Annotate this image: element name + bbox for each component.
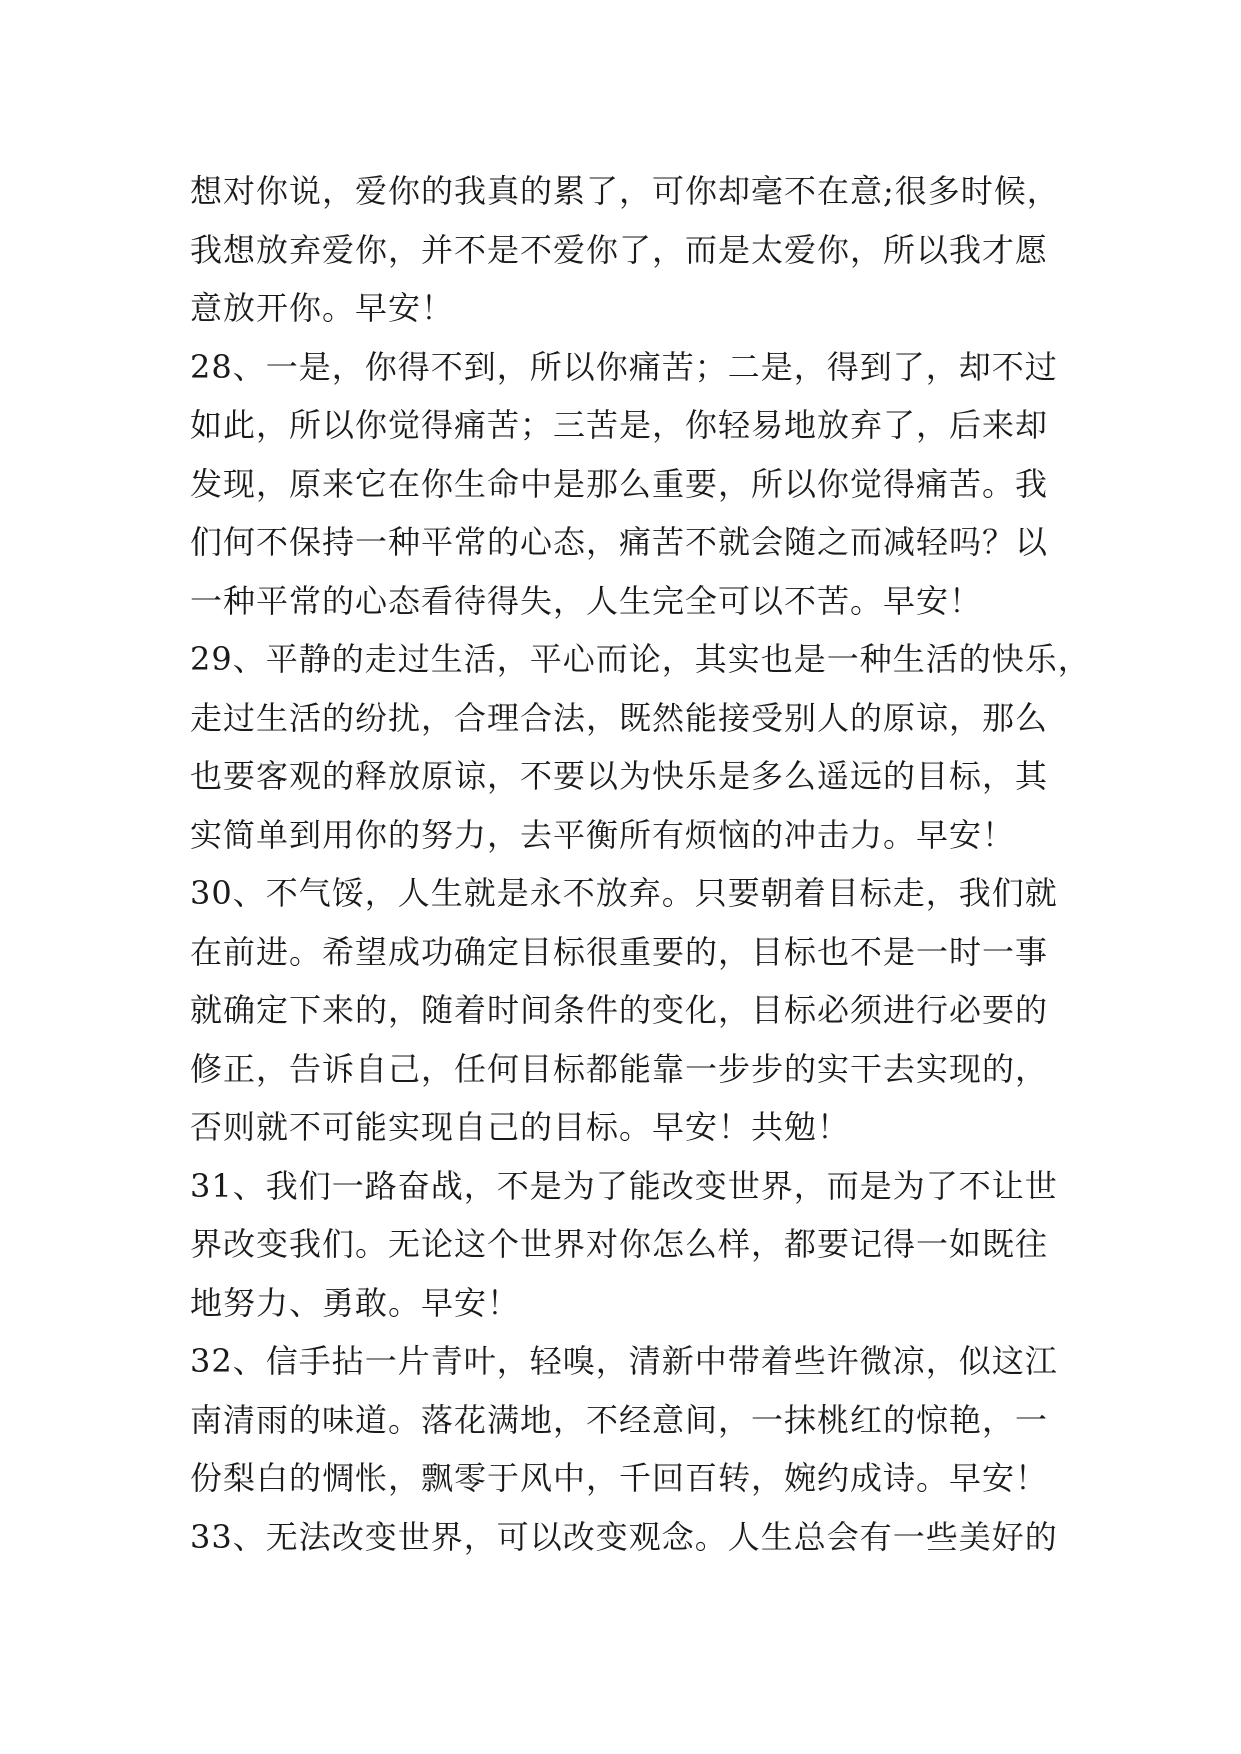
text-line: 我想放弃爱你，并不是不爱你了，而是太爱你，所以我才愿 [190,230,1049,269]
text-line: 们何不保持一种平常的心态，痛苦不就会随之而减轻吗？以 [190,523,1049,561]
text-line: 如此，所以你觉得痛苦；三苦是，你轻易地放弃了，后来却 [190,406,1049,444]
text-line: 30、不气馁，人生就是永不放弃。只要朝着目标走，我们就 [190,874,1058,912]
text-line: 28、一是，你得不到，所以你痛苦；二是，得到了，却不过 [190,347,1058,386]
text-line: 份梨白的惆怅，飘零于风中，千回百转，婉约成诗。早安！ [190,1459,1049,1497]
text-line: 一种平常的心态看待得失，人生完全可以不苦。早安！ [190,581,983,620]
text-line: 33、无法改变世界，可以改变观念。人生总会有一些美好的 [190,1517,1058,1556]
text-line: 南清雨的味道。落花满地，不经意间，一抹桃红的惊艳，一 [190,1400,1049,1439]
text-line: 32、信手拈一片青叶，轻嗅，清新中带着些许微凉，似这江 [190,1342,1058,1380]
body-text [190,162,1091,1566]
text-line: 走过生活的纷扰，合理合法，既然能接受别人的原谅，那么 [190,698,1049,737]
text-line: 发现，原来它在你生命中是那么重要，所以你觉得痛苦。我 [190,464,1049,503]
text-line: 也要客观的释放原谅，不要以为快乐是多么遥远的目标，其 [190,757,1049,795]
text-line: 界改变我们。无论这个世界对你怎么样，都要记得一如既往 [190,1225,1049,1263]
text-line: 实简单到用你的努力，去平衡所有烦恼的冲击力。早安！ [190,815,1016,854]
text-line: 就确定下来的，随着时间条件的变化，目标必须进行必要的 [190,991,1049,1029]
text-line: 地努力、勇敢。早安！ [190,1283,521,1322]
text-line: 31、我们一路奋战，不是为了能改变世界，而是为了不让世 [190,1166,1058,1205]
text-line: 意放开你。早安！ [190,289,455,327]
text-line: 在前进。希望成功确定目标很重要的，目标也不是一时一事 [190,932,1049,971]
text-line: 想对你说，爱你的我真的累了，可你却毫不在意;很多时候， [190,172,1060,210]
text-line: 29、平静的走过生活，平心而论，其实也是一种生活的快乐， [190,640,1091,678]
text-line: 修正，告诉自己，任何目标都能靠一步步的实干去实现的， [190,1049,1049,1088]
text-line: 否则就不可能实现自己的目标。早安！共勉！ [190,1108,851,1146]
